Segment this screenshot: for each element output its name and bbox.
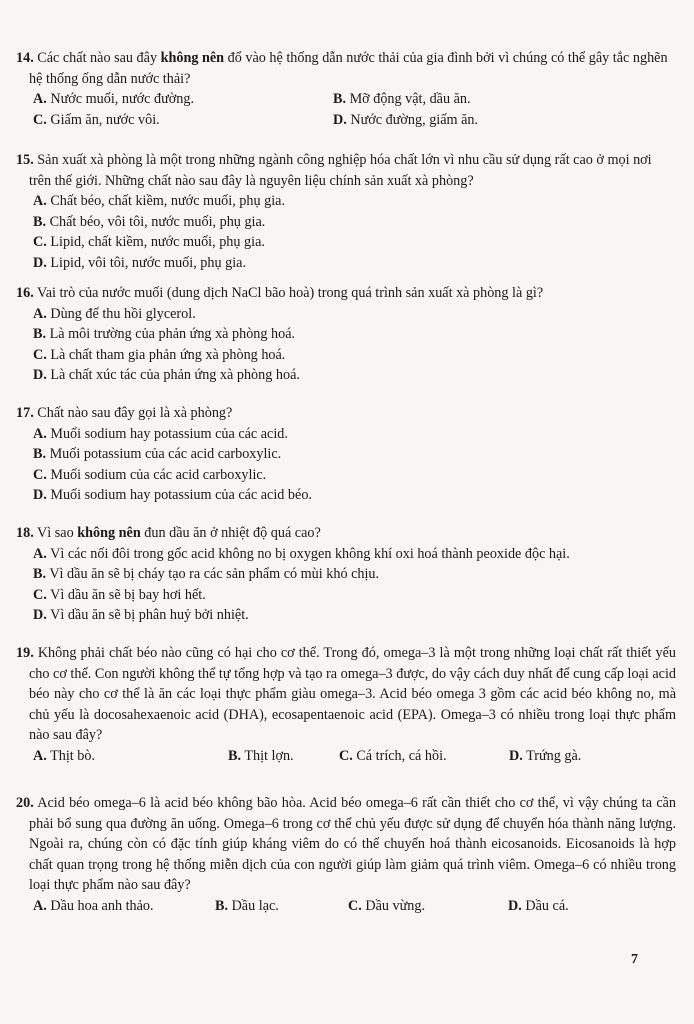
options-row	[16, 746, 676, 767]
page-number: 7	[631, 952, 638, 967]
options-row	[16, 110, 676, 131]
option-d: D. Dầu cá.	[508, 897, 569, 914]
option-b: B. Là môi trường của phản ứng xà phòng hoá.	[33, 326, 296, 342]
option-c: C. Cá trích, cá hồi.	[339, 747, 447, 764]
question-number: 16.	[16, 285, 34, 301]
option-a: A. Thịt bò.	[33, 747, 96, 764]
question-19	[16, 643, 676, 766]
question-number: 17.	[16, 405, 34, 421]
question-number: 14.	[16, 50, 34, 66]
question-number: 15.	[16, 152, 34, 168]
option-d: D. Là chất xúc tác của phản ứng xà phòng hoá.	[33, 367, 300, 383]
question-19-stem	[16, 643, 676, 746]
question-16-stem	[16, 283, 676, 304]
question-15-stem	[16, 150, 676, 191]
question-17-stem	[16, 403, 676, 424]
question-14	[16, 48, 676, 130]
question-text: Không phải chất béo nào cũng có hại cho cơ thể. Trong đó, omega–3 là một trong những loại chất rất thiết yếu cho cơ thể. Con người không thể tự tổng hợp và tạo ra omega–3 được, do vậy cách duy nhất để cung cấp loại acid béo này cho cơ thể là ăn các loại thực phẩm giàu omega–3. Acid béo omega 3 gồm các acid béo không no, mà chủ yếu là docosahexaenoic acid (DHA), ecosapentaenoic acid (EPA). Omega–3 có nhiều trong loại thực phẩm nào sau đây?	[29, 645, 676, 743]
question-text: đổ vào hệ thống dẫn nước thải của gia đình bởi vì chúng có thể gây tắc nghẽn hệ thống ống dẫn nước thải?	[29, 50, 668, 87]
option-b: B. Vì dầu ăn sẽ bị cháy tạo ra các sản phẩm có mùi khó chịu.	[33, 566, 380, 582]
option-a: A. Nước muối, nước đường.	[33, 91, 195, 107]
keyword-emphasis: không nên	[77, 525, 141, 541]
options-row	[16, 89, 676, 110]
option-b: B. Muối potassium của các acid carboxylic.	[33, 446, 282, 462]
question-text: Sản xuất xà phòng là một trong những ngành công nghiệp hóa chất lớn vì nhu cầu sử dụng rất cao ở mọi nơi trên thế giới. Những chất nào sau đây là nguyên liệu chính sản xuất xà phòng?	[29, 152, 652, 189]
option-c: C. Là chất tham gia phản ứng xà phòng hoá.	[33, 346, 286, 363]
option-c: C. Muối sodium của các acid carboxylic.	[33, 466, 267, 483]
option-d: D. Vì dầu ăn sẽ bị phân huỷ bởi nhiệt.	[33, 607, 249, 623]
question-14-stem	[16, 48, 676, 89]
option-c: C. Vì dầu ăn sẽ bị bay hơi hết.	[33, 586, 206, 603]
option-c: C. Dầu vừng.	[348, 897, 426, 914]
option-a: A. Vì các nối đôi trong gốc acid không no bị oxygen không khí oxi hoá thành peoxide độc hại.	[33, 545, 570, 562]
question-text: đun dầu ăn ở nhiệt độ quá cao?	[140, 525, 321, 541]
option-d: D. Lipid, vôi tôi, nước muối, phụ gia.	[33, 254, 247, 271]
question-number: 18.	[16, 525, 34, 541]
option-b: B. Chất béo, vôi tôi, nước muối, phụ gia.	[33, 213, 266, 230]
option-a: A. Chất béo, chất kiềm, nước muối, phụ gia.	[33, 193, 285, 209]
option-c: C. Giấm ăn, nước vôi.	[33, 111, 160, 128]
option-d: D. Trứng gà.	[509, 747, 582, 764]
option-b: B. Thịt lợn.	[228, 747, 294, 764]
question-20	[16, 793, 676, 916]
option-c: C. Lipid, chất kiềm, nước muối, phụ gia.	[33, 234, 265, 250]
question-18	[16, 523, 676, 626]
options-row	[16, 896, 676, 917]
question-text: Acid béo omega–6 là acid béo không bão hòa. Acid béo omega–6 rất cần thiết cho cơ thể, vì vậy chúng ta cần phải bổ sung qua đường ăn uống. Omega–6 trong cơ thể chủ yếu được sử dụng để chuyển hóa thành năng lượng. Ngoài ra, chúng còn có đặc tính giúp kháng viêm do có thể chuyển hoá thành eicosanoids. Eicosanoids là hợp chất quan trọng trong hệ thống miễn dịch của con người giúp làm giảm quá trình viêm. Omega–6 có nhiều trong loại thực phẩm nào sau đây?	[29, 795, 677, 893]
option-a: A. Dầu hoa anh thảo.	[33, 897, 154, 914]
option-a: A. Muối sodium hay potassium của các acid.	[33, 425, 288, 442]
question-15	[16, 150, 676, 273]
question-text: Chất nào sau đây gọi là xà phòng?	[37, 405, 233, 421]
option-b: B. Mỡ động vật, dầu ăn.	[333, 91, 471, 107]
question-18-stem	[16, 523, 676, 544]
question-16	[16, 283, 676, 386]
question-20-stem	[16, 793, 676, 896]
option-b: B. Dầu lạc.	[215, 897, 279, 914]
keyword-emphasis: không nên	[160, 50, 225, 66]
question-number: 20.	[16, 795, 34, 811]
question-number: 19.	[16, 645, 34, 661]
option-a: A. Dùng để thu hồi glycerol.	[33, 305, 196, 322]
question-text: Các chất nào sau đây	[37, 50, 161, 66]
option-d: D. Nước đường, giấm ăn.	[333, 111, 479, 128]
question-text: Vì sao	[37, 525, 78, 541]
option-d: D. Muối sodium hay potassium của các acid béo.	[33, 487, 312, 503]
question-text: Vai trò của nước muối (dung dịch NaCl bão hoà) trong quá trình sản xuất xà phòng là gì?	[37, 285, 544, 301]
question-17	[16, 403, 676, 506]
